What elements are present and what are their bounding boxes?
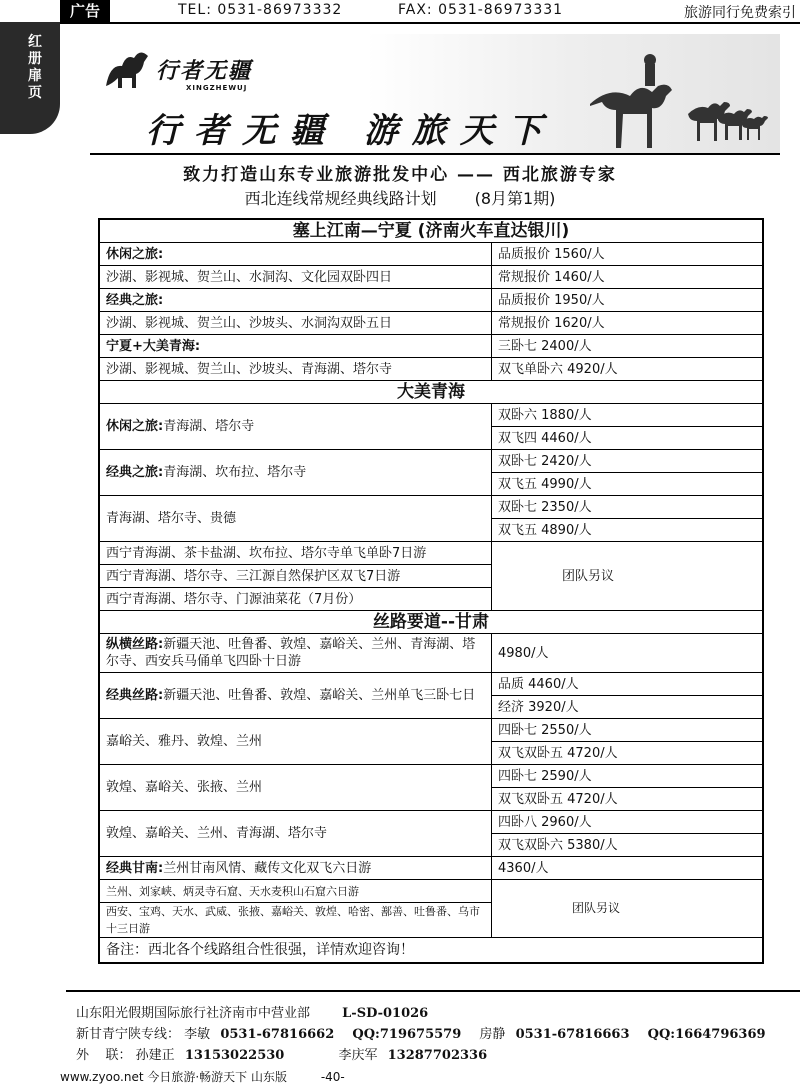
bottom-bar — [60, 1068, 345, 1085]
price-1: 四卧七 2550/人 — [492, 719, 764, 742]
price-2: 双飞双卧五 4720/人 — [492, 788, 764, 811]
price-2: 双飞五 4890/人 — [492, 519, 764, 542]
company-logo — [100, 42, 290, 98]
note: 备注：西北各个线路组合性很强，详情欢迎咨询！ — [99, 938, 763, 964]
banner-rule — [90, 153, 780, 155]
price-2: 双飞双卧六 5380/人 — [492, 834, 764, 857]
price-1: 4980/人 — [492, 634, 764, 673]
route-cell: 敦煌、嘉峪关、张掖、兰州 — [99, 765, 492, 811]
price-2: 经济 3920/人 — [492, 696, 764, 719]
plan-title-line — [0, 186, 800, 209]
plan-issue: (8月第1期) — [474, 189, 556, 208]
price-1: 品质报价 1560/人 — [492, 243, 764, 266]
table-row — [99, 496, 763, 519]
section-ningxia: 塞上江南—宁夏 (济南火车直达银川) — [99, 219, 763, 243]
price-2: 常规报价 1620/人 — [492, 312, 764, 335]
table-row — [99, 358, 763, 381]
route-cell: 青海湖、塔尔寺、贵德 — [99, 496, 492, 542]
group-route: 西宁青海湖、塔尔寺、三江源自然保护区双飞7日游 — [99, 565, 492, 588]
license-number: L-SD-01026 — [342, 1006, 429, 1021]
footer-external-line: 外 联： 孙建正 13153022530 李庆军 13287702336 — [76, 1048, 488, 1063]
section-gansu: 丝路要道--甘肃 — [99, 611, 763, 634]
table-row — [99, 811, 763, 834]
route-title: 经典之旅: — [99, 289, 492, 312]
group-route: 兰州、刘家峡、炳灵寺石窟、天水麦积山石窟六日游 — [99, 880, 492, 903]
camel-logo-icon — [100, 42, 156, 98]
index-label: 旅游同行免费索引 — [684, 5, 796, 21]
price-1: 双卧七 2350/人 — [492, 496, 764, 519]
price-1: 4360/人 — [492, 857, 764, 880]
group-price: 团队另议 — [492, 542, 764, 611]
route-cell: 经典之旅:青海湖、坎布拉、塔尔寺 — [99, 450, 492, 496]
price-1: 品质 4460/人 — [492, 673, 764, 696]
group-route: 西宁青海湖、塔尔寺、门源油菜花（7月份） — [99, 588, 492, 611]
route-cell: 纵横丝路:新疆天池、吐鲁番、敦煌、嘉峪关、兰州、青海湖、塔尔寺、西安兵马俑单飞四卧十日游 — [99, 634, 492, 673]
table-row — [99, 312, 763, 335]
plan-title: 西北连线常规经典线路计划 — [244, 189, 437, 208]
table-row — [99, 880, 763, 903]
price-1: 双卧七 2420/人 — [492, 450, 764, 473]
table-row — [99, 765, 763, 788]
side-tab-label: 红册扉页 — [28, 34, 42, 101]
table-row — [99, 542, 763, 565]
price-1: 三卧七 2400/人 — [492, 335, 764, 358]
header-rule — [60, 22, 800, 24]
side-tab — [0, 22, 60, 134]
route-text: 沙湖、影视城、贺兰山、沙坡头、水洞沟双卧五日 — [99, 312, 492, 335]
site-credit: www.zyoo.net 今日旅游·畅游天下 山东版 — [60, 1070, 287, 1084]
price-1: 品质报价 1950/人 — [492, 289, 764, 312]
footer-rule — [66, 990, 800, 992]
table-row — [99, 404, 763, 427]
table-row — [99, 634, 763, 673]
route-text: 沙湖、影视城、贺兰山、水洞沟、文化园双卧四日 — [99, 266, 492, 289]
footer-contact-line: 新甘青宁陕专线： 李敏 0531-67816662 QQ:719675579 房静 0531-67816663 QQ:1664796369 — [76, 1027, 766, 1042]
logo-subtext: XINGZHEWUJ — [186, 84, 248, 92]
group-price: 团队另议 — [492, 880, 764, 938]
table-row — [99, 450, 763, 473]
route-cell: 经典丝路:新疆天池、吐鲁番、敦煌、嘉峪关、兰州单飞三卧七日 — [99, 673, 492, 719]
table-row — [99, 243, 763, 266]
fax-number: FAX: 0531-86973331 — [398, 2, 564, 18]
tel-number: TEL: 0531-86973332 — [178, 2, 343, 18]
route-text: 沙湖、影视城、贺兰山、沙坡头、青海湖、塔尔寺 — [99, 358, 492, 381]
table-row — [99, 266, 763, 289]
price-1: 双卧六 1880/人 — [492, 404, 764, 427]
ad-label: 广告 — [60, 0, 110, 22]
logo-name: 行者无疆 — [156, 58, 253, 84]
price-2: 双飞双卧五 4720/人 — [492, 742, 764, 765]
table-row — [99, 289, 763, 312]
route-title: 宁夏+大美青海: — [99, 335, 492, 358]
price-2: 常规报价 1460/人 — [492, 266, 764, 289]
slogan: 行者无疆 游旅天下 — [146, 111, 556, 151]
page-number: -40- — [320, 1070, 345, 1084]
table-row — [99, 673, 763, 696]
price-2: 双飞五 4990/人 — [492, 473, 764, 496]
route-cell: 敦煌、嘉峪关、兰州、青海湖、塔尔寺 — [99, 811, 492, 857]
route-cell: 休闲之旅:青海湖、塔尔寺 — [99, 404, 492, 450]
table-row — [99, 335, 763, 358]
route-cell: 经典甘南:兰州甘南风情、藏传文化双飞六日游 — [99, 857, 492, 880]
route-table — [98, 218, 764, 964]
table-row — [99, 857, 763, 880]
group-route: 西安、宝鸡、天水、武威、张掖、嘉峪关、敦煌、哈密、鄯善、吐鲁番、乌市十三日游 — [99, 903, 492, 938]
table-row — [99, 719, 763, 742]
price-1: 四卧八 2960/人 — [492, 811, 764, 834]
section-qinghai: 大美青海 — [99, 381, 763, 404]
price-2: 双飞单卧六 4920/人 — [492, 358, 764, 381]
subtitle: 致力打造山东专业旅游批发中心 —— 西北旅游专家 — [183, 165, 617, 185]
price-2: 双飞四 4460/人 — [492, 427, 764, 450]
footer-company-line — [76, 1002, 428, 1021]
route-cell: 嘉峪关、雅丹、敦煌、兰州 — [99, 719, 492, 765]
price-1: 四卧七 2590/人 — [492, 765, 764, 788]
top-header — [0, 0, 800, 24]
group-route: 西宁青海湖、茶卡盐湖、坎布拉、塔尔寺单飞单卧7日游 — [99, 542, 492, 565]
route-title: 休闲之旅: — [99, 243, 492, 266]
company-name: 山东阳光假期国际旅行社济南市中营业部 — [76, 1006, 311, 1021]
